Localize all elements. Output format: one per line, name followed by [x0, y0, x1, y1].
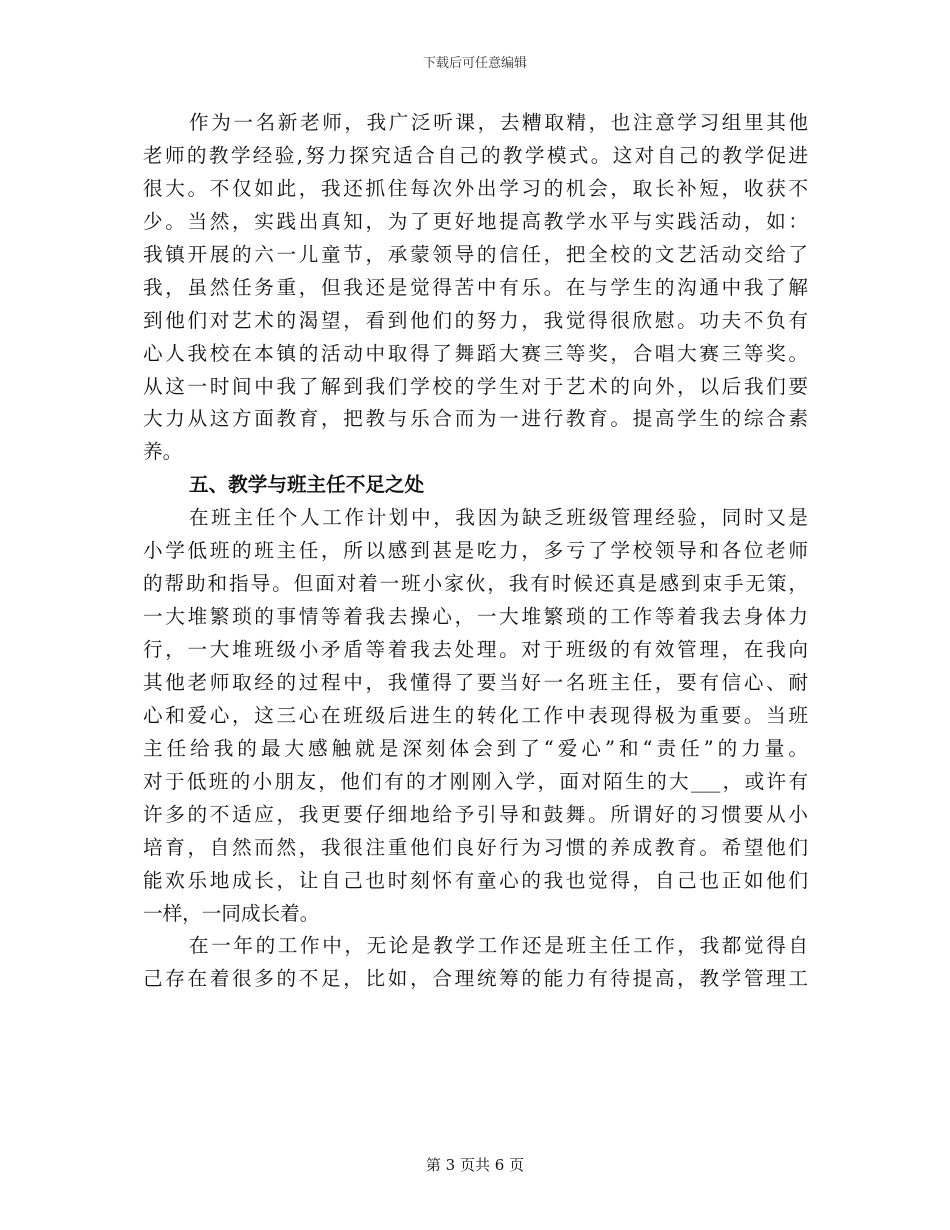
paragraph-line: 作为一名新老师，我广泛听课，去糟取精，也注意学习组里其他 [189, 111, 808, 134]
section-heading: 五、教学与班主任不足之处 [189, 473, 425, 497]
paragraph-line: 大力从这方面教育，把教与乐合而为一进行教育。提高学生的综合素 [143, 407, 808, 431]
paragraph-line: 一大堆繁琐的事情等着我去操心，一大堆繁琐的工作等着我去身体力 [143, 605, 808, 629]
paragraph-line: 的帮助和指导。但面对着一班小家伙，我有时候还真是感到束手无策， [143, 572, 808, 596]
page-header: 下载后可任意编辑 [422, 56, 527, 71]
paragraph-line: 心人我校在本镇的活动中取得了舞蹈大赛三等奖，合唱大赛三等奖。 [143, 341, 808, 365]
paragraph-line: 老师的教学经验,努力探究适合自己的教学模式。这对自己的教学促进 [143, 143, 808, 167]
paragraph-line: 我，虽然任务重，但我还是觉得苦中有乐。在与学生的沟通中我了解 [143, 275, 808, 299]
page-number: 第 3 页共 6 页 [425, 1156, 525, 1174]
paragraph-line: 培育，自然而然，我很注重他们良好行为习惯的养成教育。希望他们 [143, 835, 808, 859]
document-body [143, 107, 808, 996]
paragraph-line: 己存在着很多的不足，比如，合理统筹的能力有待提高，教学管理工 [143, 967, 808, 991]
paragraph-line: 主任给我的最大感触就是深刻体会到了“爱心”和“责任”的力量。 [143, 736, 808, 760]
paragraph-line: 能欢乐地成长，让自己也时刻怀有童心的我也觉得，自己也正如他们 [143, 868, 808, 892]
paragraph-line: 在一年的工作中，无论是教学工作还是班主任工作，我都觉得自 [189, 934, 808, 958]
paragraph-line: 少。当然，实践出真知，为了更好地提高教学水平与实践活动，如： [143, 209, 808, 233]
paragraph-line: 其他老师取经的过程中，我懂得了要当好一名班主任，要有信心、耐 [143, 670, 808, 694]
paragraph-line: 很大。不仅如此，我还抓住每次外出学习的机会，取长补短，收获不 [143, 176, 808, 200]
paragraph-line: 我镇开展的六一儿童节，承蒙领导的信任，把全校的文艺活动交给了 [143, 242, 808, 266]
paragraph-line: 对于低班的小朋友，他们有的才刚刚入学，面对陌生的大___，或许有 [143, 769, 808, 793]
paragraph-line: 许多的不适应，我更要仔细地给予引导和鼓舞。所谓好的习惯要从小 [143, 802, 808, 826]
paragraph-line: 从这一时间中我了解到我们学校的学生对于艺术的向外，以后我们要 [143, 374, 808, 398]
paragraph-line: 到他们对艺术的渴望，看到他们的努力，我觉得很欣慰。功夫不负有 [143, 308, 808, 332]
paragraph-line: 一样，一同成长着。 [143, 901, 320, 925]
paragraph-line: 养。 [143, 440, 183, 464]
paragraph-line: 行，一大堆班级小矛盾等着我去处理。对于班级的有效管理，在我向 [143, 638, 808, 661]
paragraph-line: 心和爱心，这三心在班级后进生的转化工作中表现得极为重要。当班 [143, 703, 808, 727]
paragraph-line: 小学低班的班主任，所以感到甚是吃力，多亏了学校领导和各位老师 [143, 539, 808, 563]
paragraph-line: 在班主任个人工作计划中，我因为缺乏班级管理经验，同时又是 [189, 506, 808, 530]
